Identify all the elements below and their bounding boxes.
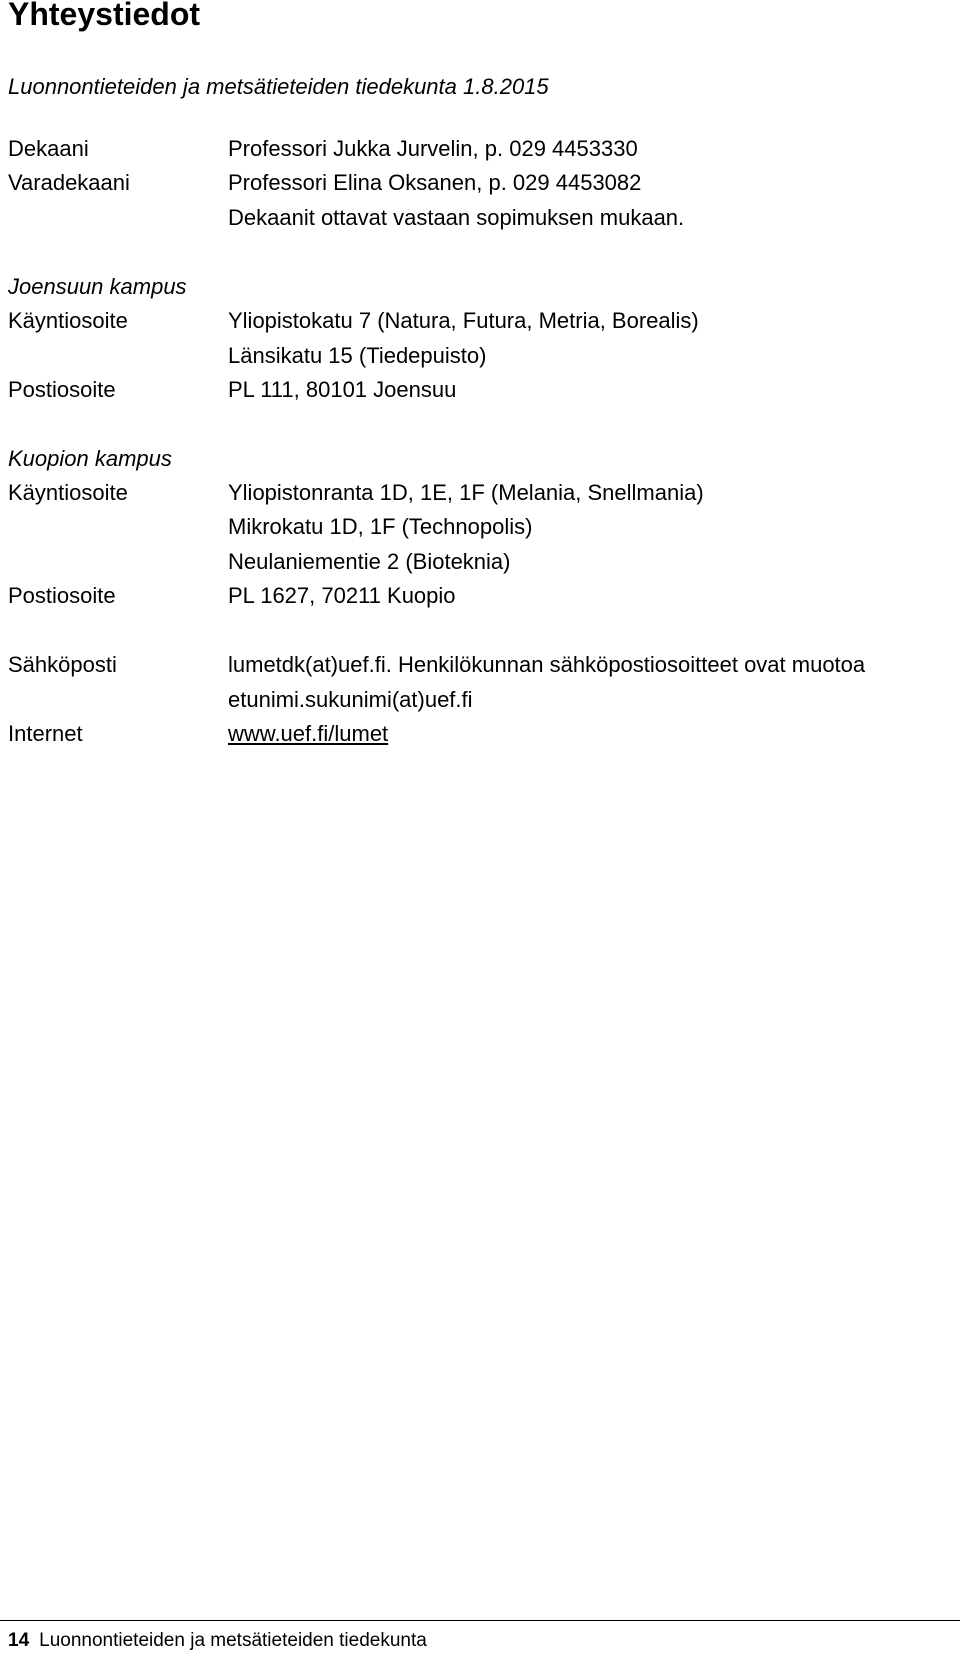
joensuu-post-label: Postiosoite	[8, 377, 116, 402]
kuopio-campus-heading: Kuopion kampus	[8, 446, 172, 471]
joensuu-visit-label: Käyntiosoite	[8, 308, 128, 333]
dean-label: Dekaani	[8, 136, 89, 161]
footer-divider	[0, 1620, 960, 1621]
vice-dean-label: Varadekaani	[8, 170, 130, 195]
joensuu-campus-heading: Joensuun kampus	[8, 274, 187, 299]
page-footer	[8, 1628, 427, 1654]
kuopio-visit-address-2: Mikrokatu 1D, 1F (Technopolis)	[228, 514, 533, 539]
footer-text: Luonnontieteiden ja metsätieteiden tiedekunta	[39, 1630, 427, 1651]
internet-link[interactable]: www.uef.fi/lumet	[228, 721, 389, 746]
dean-value: Professori Jukka Jurvelin, p. 029 4453330	[228, 136, 638, 161]
kuopio-visit-label: Käyntiosoite	[8, 480, 128, 505]
joensuu-visit-address-2: Länsikatu 15 (Tiedepuisto)	[228, 343, 487, 368]
page-title: Yhteystiedot	[8, 0, 201, 32]
dean-appointment-note: Dekaanit ottavat vastaan sopimuksen mukaan.	[228, 205, 685, 230]
kuopio-post-address: PL 1627, 70211 Kuopio	[228, 583, 456, 608]
kuopio-visit-address-3: Neulaniementie 2 (Bioteknia)	[228, 549, 511, 574]
email-line-2: etunimi.sukunimi(at)uef.fi	[228, 687, 473, 712]
page-number: 14	[8, 1630, 30, 1651]
vice-dean-value: Professori Elina Oksanen, p. 029 4453082	[228, 170, 642, 195]
kuopio-visit-address-1: Yliopistonranta 1D, 1E, 1F (Melania, Snellmania)	[228, 480, 704, 505]
faculty-subtitle: Luonnontieteiden ja metsätieteiden tiedekunta 1.8.2015	[8, 74, 549, 99]
joensuu-post-address: PL 111, 80101 Joensuu	[228, 377, 457, 402]
internet-label: Internet	[8, 721, 83, 746]
email-line-1: lumetdk(at)uef.fi. Henkilökunnan sähköpostiosoitteet ovat muotoa	[228, 652, 866, 677]
email-label: Sähköposti	[8, 652, 117, 677]
joensuu-visit-address-1: Yliopistokatu 7 (Natura, Futura, Metria, Borealis)	[228, 308, 699, 333]
kuopio-post-label: Postiosoite	[8, 583, 116, 608]
